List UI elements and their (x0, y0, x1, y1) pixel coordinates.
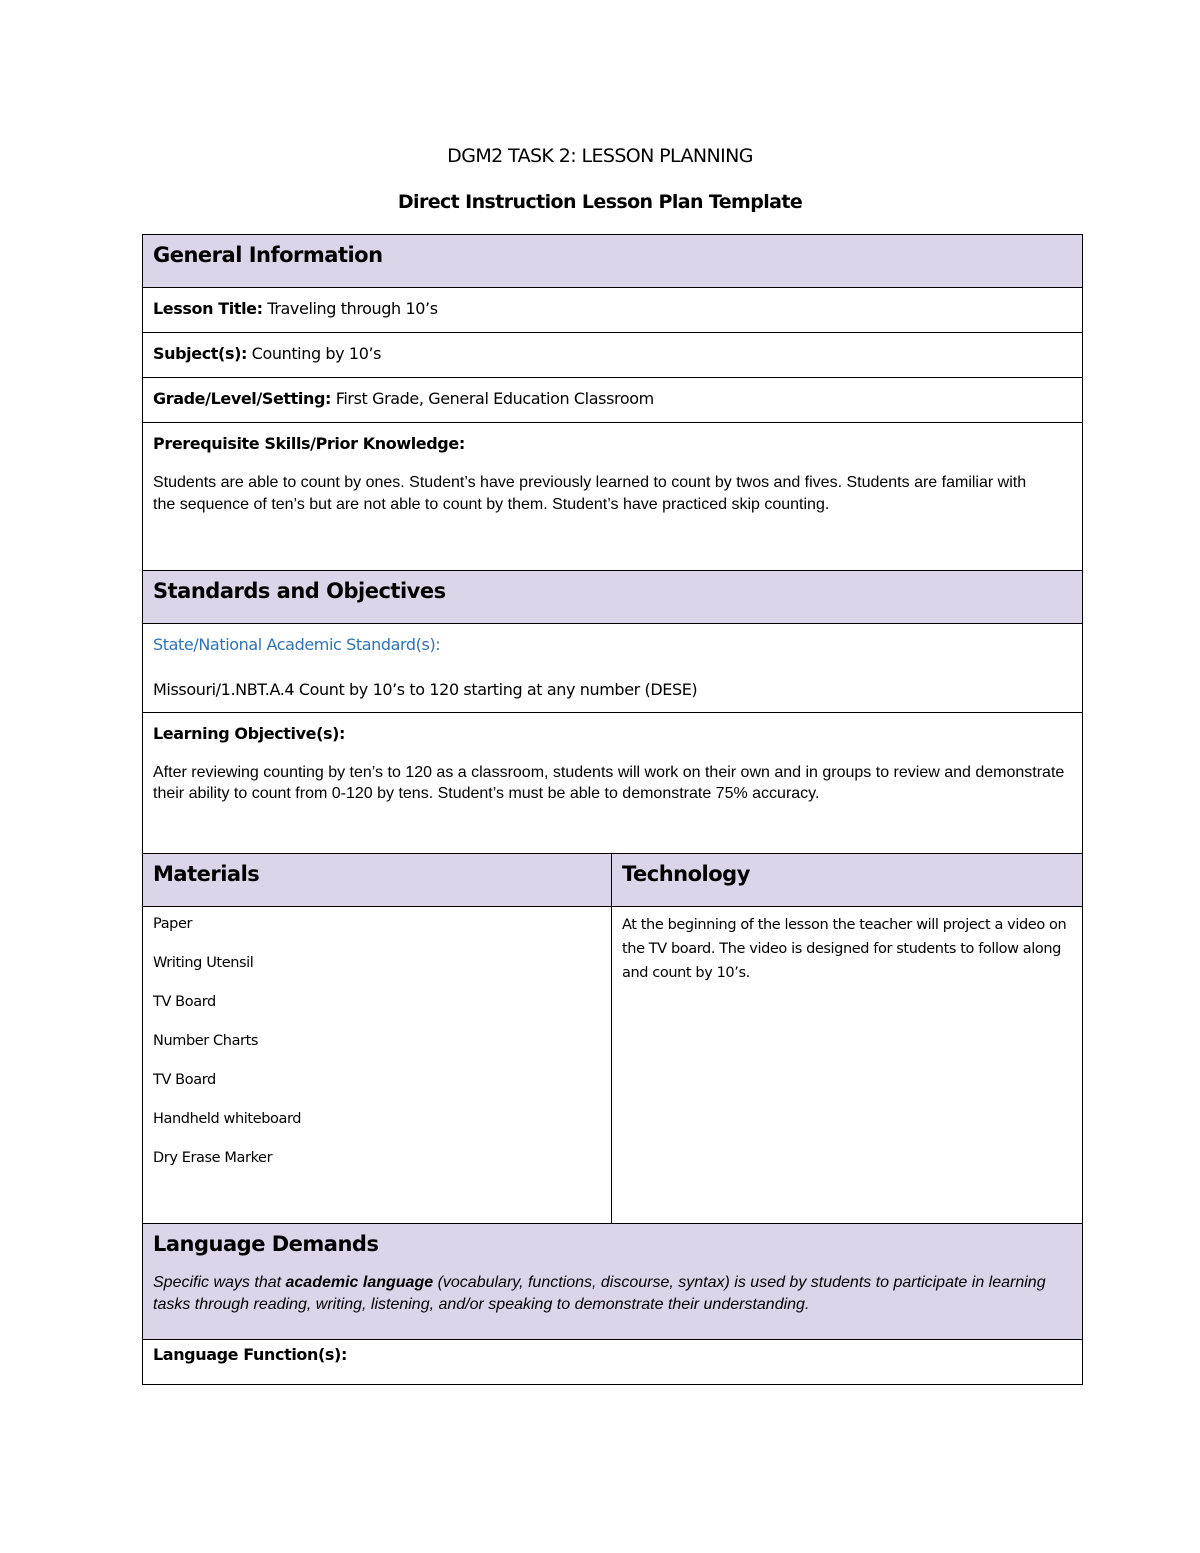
subject-label: Subject(s): (153, 344, 247, 363)
materials-heading: Materials (153, 862, 260, 886)
material-item: Number Charts (153, 1033, 259, 1049)
material-item: Writing Utensil (153, 955, 254, 971)
lesson-title-value: Traveling through 10’s (262, 299, 438, 318)
standard-label: State/National Academic Standard(s): (153, 635, 441, 654)
language-desc-after: (vocabulary, functions, discourse, syntax) is used by students to participate in learning tasks through reading, writing, listening, and/or speaking to demonstrate their understanding. (153, 1274, 1046, 1313)
technology-cell (612, 907, 1083, 1224)
document-subtitle: Direct Instruction Lesson Plan Template (397, 191, 803, 213)
document-title: DGM2 TASK 2: LESSON PLANNING (447, 145, 753, 167)
objective-label: Learning Objective(s): (153, 724, 346, 743)
technology-text: At the beginning of the lesson the teacher will project a video on the TV board. The video is designed for students to follow along and count by 10’s. (622, 917, 1067, 981)
lesson-plan-table (142, 234, 1083, 1385)
lesson-title-row (143, 288, 1083, 333)
standard-text: Missouri/1.NBT.A.4 Count by 10’s to 120 starting at any number (DESE) (153, 680, 698, 699)
standard-row (143, 624, 1083, 713)
standards-header (143, 571, 1083, 624)
materials-list (143, 907, 612, 1224)
lesson-title-label: Lesson Title: (153, 299, 263, 318)
general-information-header (143, 235, 1083, 288)
subject-value: Counting by 10’s (246, 344, 382, 363)
objective-row (143, 713, 1083, 854)
language-demands-description (153, 1272, 1072, 1316)
prerequisite-row (143, 423, 1083, 571)
grade-value: First Grade, General Education Classroom (331, 389, 654, 408)
material-item: Paper (153, 916, 193, 932)
material-item: TV Board (153, 994, 216, 1010)
objective-text: After reviewing counting by ten’s to 120 as a classroom, students will work on their own and in groups to review and demonstrate their ability to count from 0-120 by tens. Student’s must be able to demonstrate 75% accuracy. (153, 764, 1065, 802)
technology-heading: Technology (622, 862, 750, 886)
grade-row (143, 378, 1083, 423)
language-demands-header (143, 1224, 1083, 1340)
subject-row (143, 333, 1083, 378)
standards-heading: Standards and Objectives (153, 579, 446, 603)
material-item: Dry Erase Marker (153, 1150, 273, 1166)
general-information-heading: General Information (153, 243, 383, 267)
language-desc-before: Specific ways that (153, 1274, 286, 1291)
language-demands-heading: Language Demands (153, 1232, 379, 1256)
technology-header (612, 854, 1083, 907)
grade-label: Grade/Level/Setting: (153, 389, 332, 408)
materials-header (143, 854, 612, 907)
language-function-row (143, 1340, 1083, 1385)
prerequisite-label: Prerequisite Skills/Prior Knowledge: (153, 434, 465, 453)
language-desc-bold: academic language (285, 1274, 434, 1291)
language-function-label: Language Function(s): (153, 1345, 347, 1364)
prerequisite-text: Students are able to count by ones. Student’s have previously learned to count by twos and fives. Students are familiar with the sequence of ten’s but are not able to count by them. Student’s have practiced skip counting. (153, 474, 1027, 513)
material-item: Handheld whiteboard (153, 1111, 302, 1127)
material-item: TV Board (153, 1072, 216, 1088)
